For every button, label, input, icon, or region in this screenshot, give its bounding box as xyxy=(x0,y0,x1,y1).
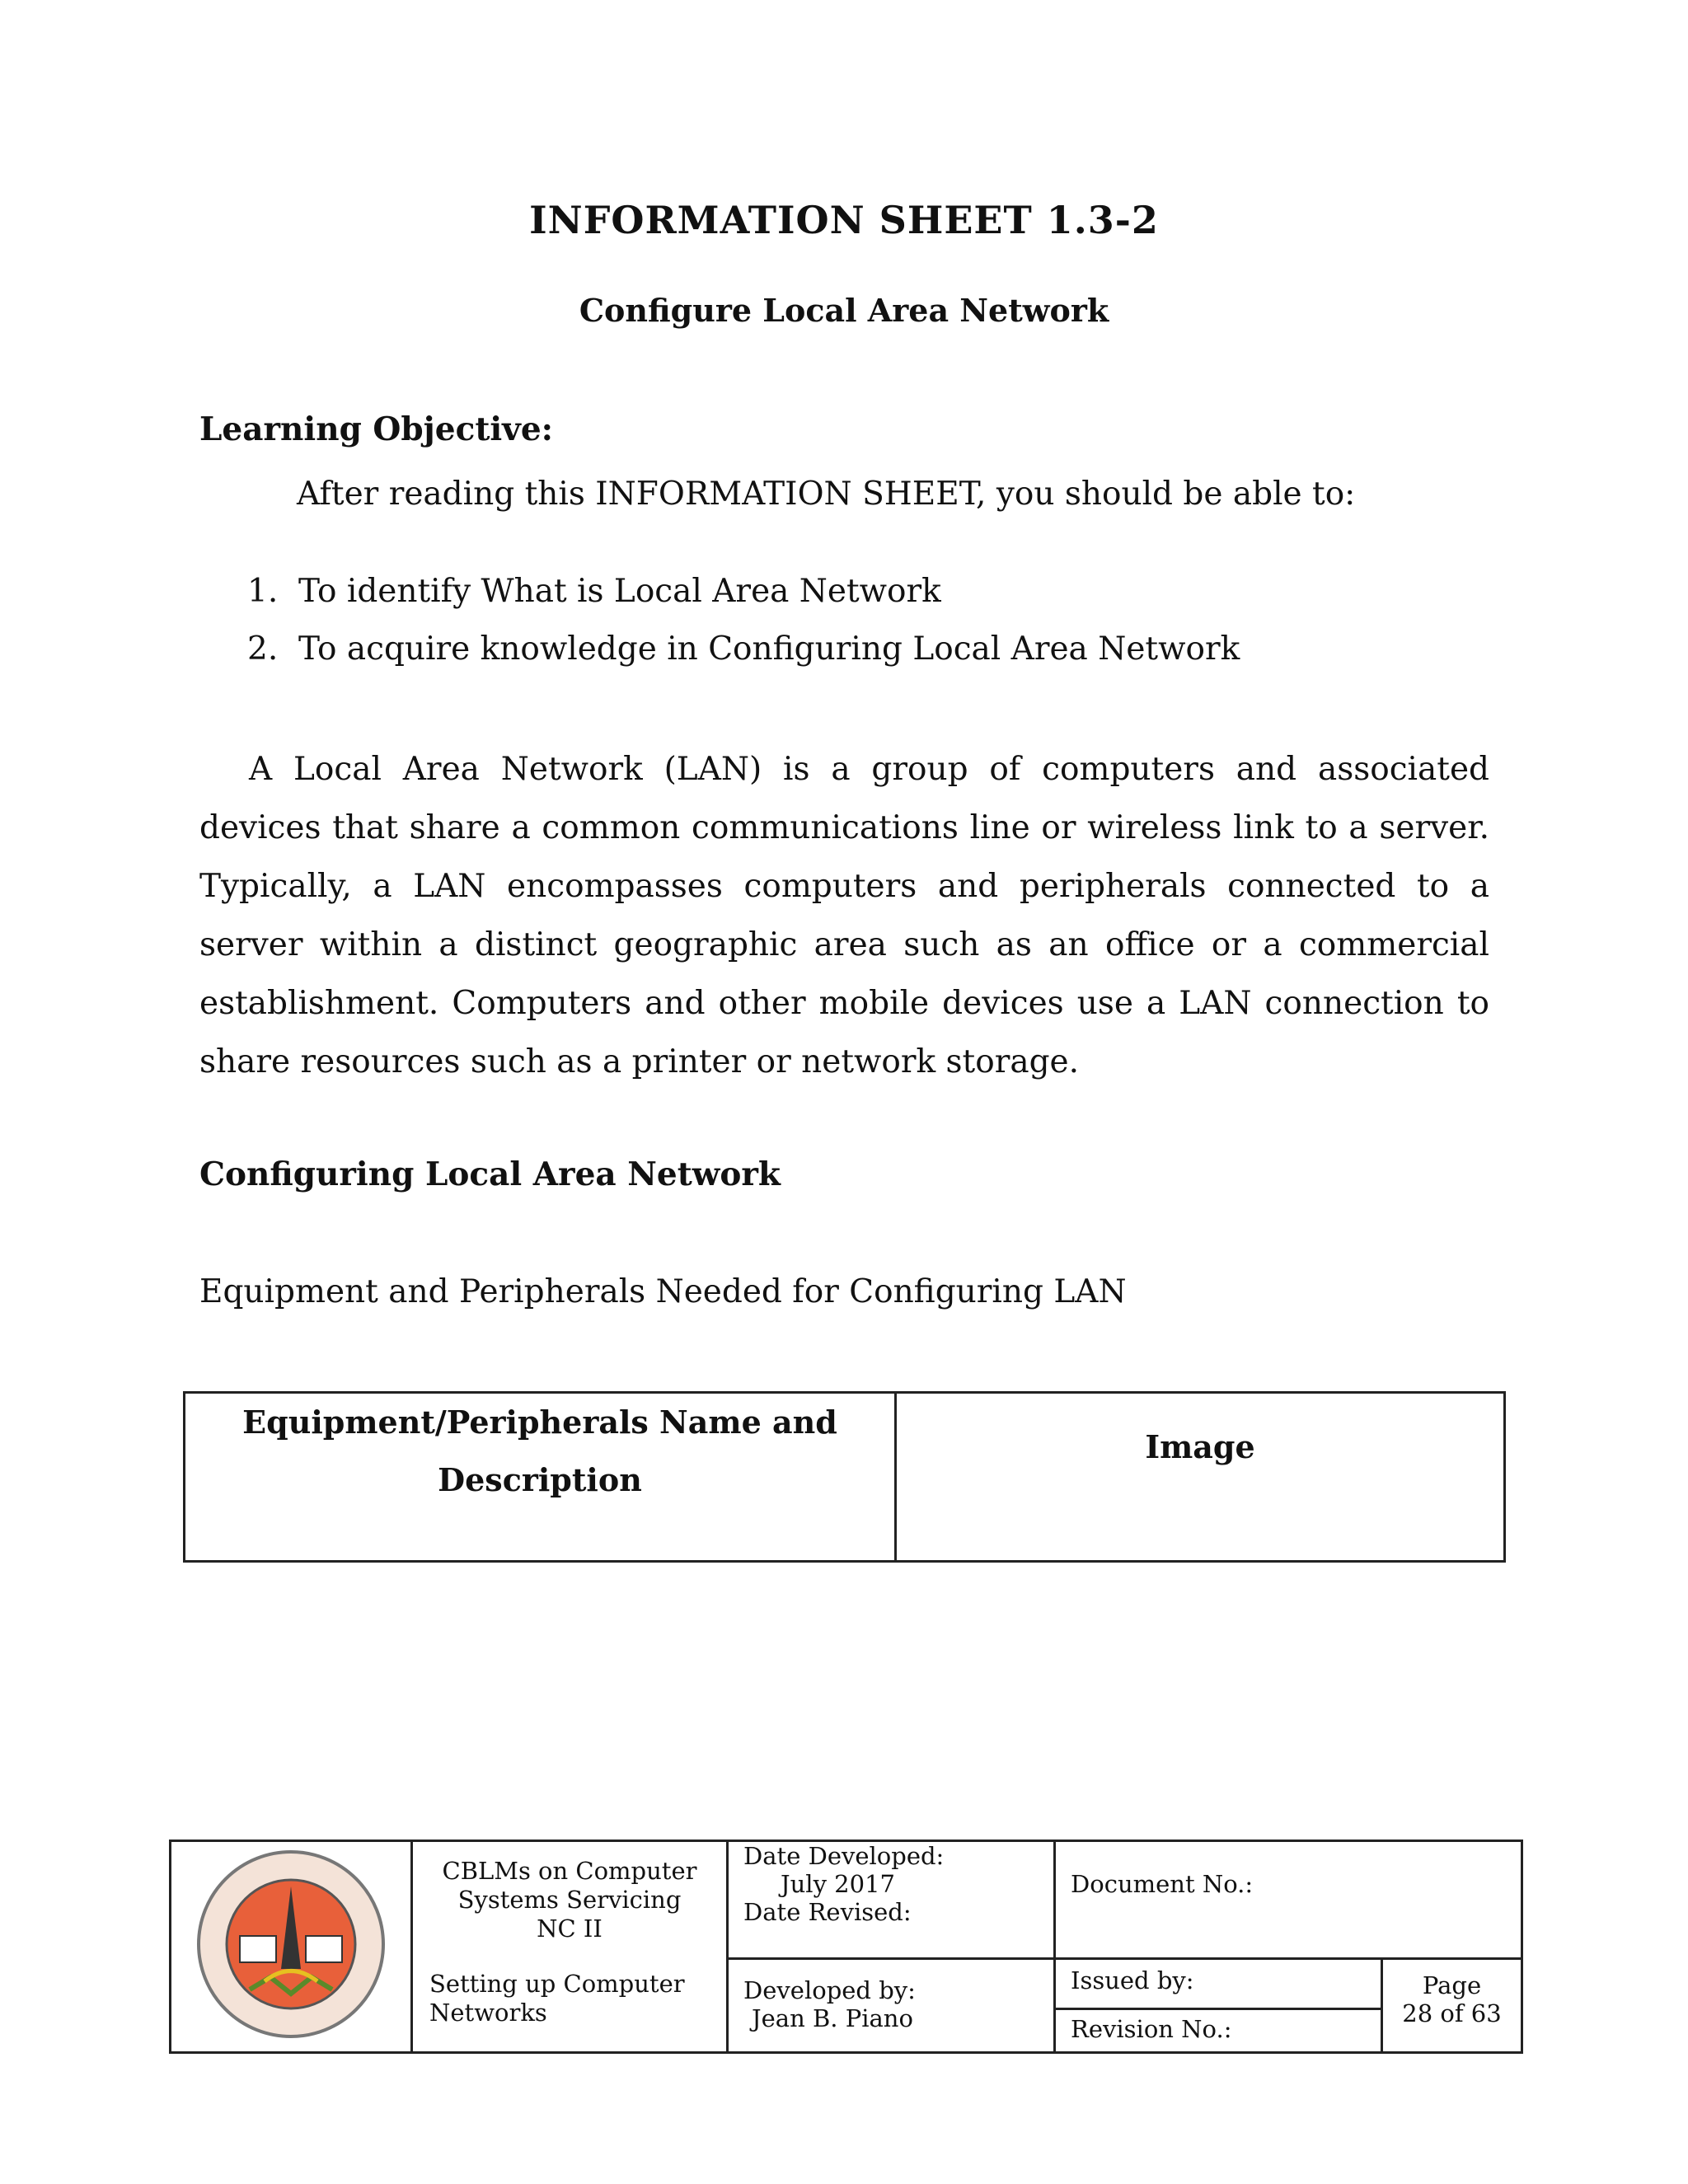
document-footer xyxy=(169,1840,1523,2054)
module-line: Networks xyxy=(429,1999,547,2027)
equipment-table xyxy=(183,1391,1506,1563)
date-revised-label: Date Revised: xyxy=(743,1898,912,1926)
objective-item xyxy=(247,573,941,610)
logo-cell xyxy=(171,1841,412,2053)
school-seal-icon xyxy=(192,1845,390,2043)
document-no-cell: Document No.: xyxy=(1055,1841,1522,1959)
objective-item-text: To acquire knowledge in Configuring Local Area Network xyxy=(298,630,1240,668)
module-line: Setting up Computer xyxy=(429,1970,685,1998)
page-label: Page xyxy=(1422,1971,1482,1999)
page-cell xyxy=(1382,1959,1522,2053)
table-header-row xyxy=(185,1393,1505,1562)
configuring-lan-heading: Configuring Local Area Network xyxy=(199,1155,781,1193)
header-line: Description xyxy=(438,1461,642,1498)
date-cell xyxy=(728,1841,1055,1959)
paragraph-text: A Local Area Network (LAN) is a group of computers and associated devices that share a common communications line or wireless link to a server. Typically, a LAN encompasses computers and peripherals connected to a server within a distinct geographic area such as an office or a commercial establishment. Computers and other mobile devices use a LAN connection to share resources such as a printer or network storage. xyxy=(199,751,1489,1080)
date-developed-label: Date Developed: xyxy=(743,1842,945,1870)
revision-no-cell: Revision No.: xyxy=(1055,2009,1382,2053)
objective-item xyxy=(247,630,1240,668)
course-line: CBLMs on Computer xyxy=(442,1857,697,1885)
objective-intro: After reading this INFORMATION SHEET, you should be able to: xyxy=(297,476,1356,513)
header-line: Equipment/Peripherals Name and xyxy=(242,1404,837,1441)
developed-by-value: Jean B. Piano xyxy=(752,2004,913,2032)
objective-item-text: To identify What is Local Area Network xyxy=(298,573,941,610)
objective-item-number: 2. xyxy=(247,630,279,668)
page-title: INFORMATION SHEET 1.3-2 xyxy=(529,198,1159,242)
developed-by-cell xyxy=(728,1959,1055,2053)
page-number: 28 of 63 xyxy=(1402,1999,1502,2027)
learning-objective-heading: Learning Objective: xyxy=(199,410,554,448)
page-subtitle: Configure Local Area Network xyxy=(579,292,1109,329)
issued-by-cell: Issued by: xyxy=(1055,1959,1382,2009)
equipment-subheading: Equipment and Peripherals Needed for Configuring LAN xyxy=(199,1273,1127,1310)
course-line: NC II xyxy=(537,1915,603,1943)
developed-by-label: Developed by: xyxy=(743,1976,916,2004)
date-developed-value: July 2017 xyxy=(781,1870,895,1898)
course-line: Systems Servicing xyxy=(457,1886,682,1914)
lan-definition-paragraph xyxy=(199,740,1489,1091)
table-header-image: Image xyxy=(896,1393,1505,1562)
objective-item-number: 1. xyxy=(247,573,279,610)
course-cell xyxy=(412,1841,728,2053)
table-header-name-description xyxy=(185,1393,896,1562)
